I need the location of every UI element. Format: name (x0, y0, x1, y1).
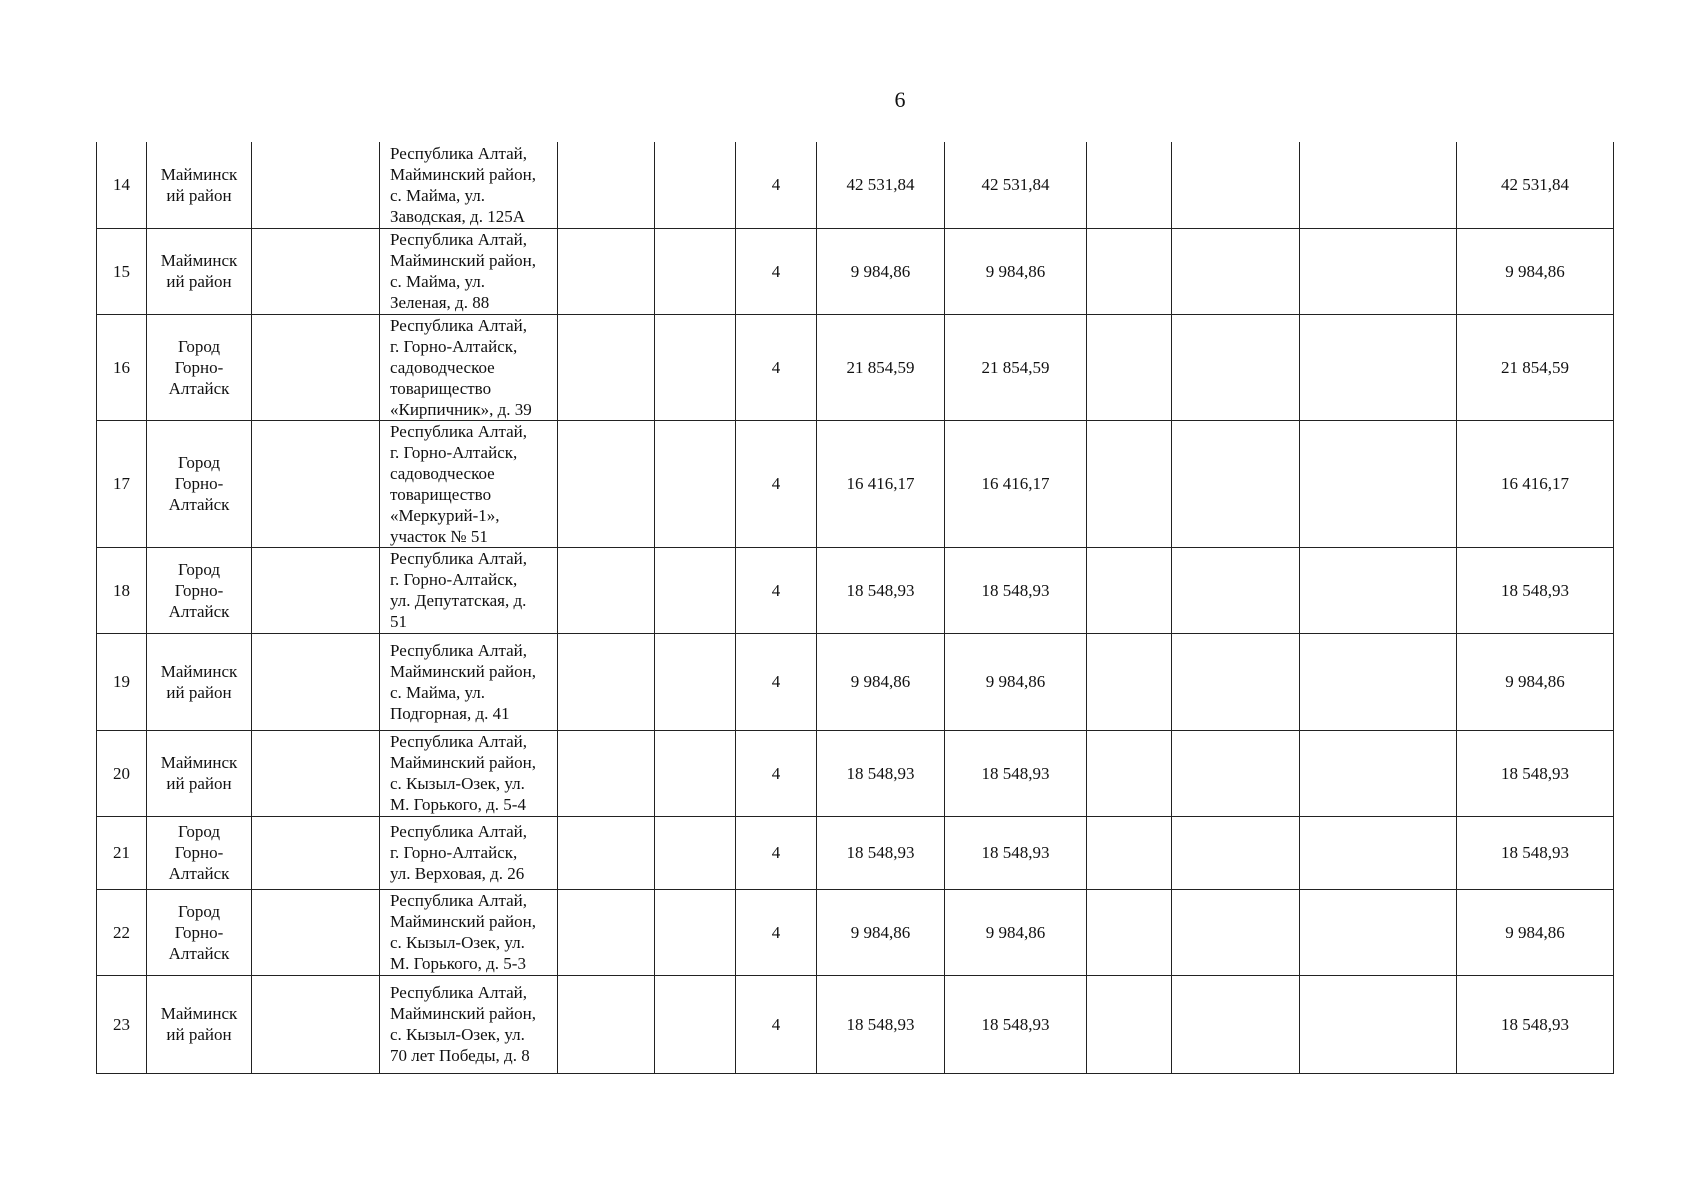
empty-cell (252, 816, 380, 889)
district-line: Майминск (160, 661, 238, 681)
address-cell (380, 228, 558, 314)
empty-cell (655, 547, 736, 633)
address-line: Республика Алтай, (390, 983, 528, 1002)
address-line: г. Горно-Алтайск, (390, 570, 518, 589)
district-line: Алтайск (168, 943, 230, 963)
district-cell (147, 314, 252, 420)
quantity-cell: 4 (736, 228, 817, 314)
address-line: Подгорная, д. 41 (390, 703, 510, 723)
empty-cell (558, 420, 655, 547)
table-row (97, 816, 1614, 889)
district-cell (147, 730, 252, 816)
row-number: 20 (97, 730, 147, 816)
total-cell: 18 548,93 (1457, 730, 1614, 816)
district-line: Город (178, 901, 220, 921)
district-line: Алтайск (168, 864, 230, 883)
empty-cell (1087, 975, 1172, 1073)
amount-cell: 9 984,86 (945, 228, 1087, 314)
amount-cell: 18 548,93 (817, 730, 945, 816)
row-number: 22 (97, 889, 147, 975)
address-line: г. Горно-Алтайск, (390, 336, 518, 356)
empty-cell (1087, 420, 1172, 547)
table-row (97, 730, 1614, 816)
empty-cell (252, 142, 380, 228)
address-line: Республика Алтай, (390, 822, 528, 841)
table-row (97, 547, 1614, 633)
address-line: Республика Алтай, (390, 891, 528, 910)
district-cell (147, 420, 252, 547)
empty-cell (1172, 975, 1300, 1073)
address-line: товарищество (390, 484, 492, 504)
quantity-cell: 4 (736, 889, 817, 975)
address-line: М. Горького, д. 5-3 (390, 954, 526, 973)
table-row (97, 975, 1614, 1073)
address-line: Майминский район, (390, 251, 536, 270)
address-line: Республика Алтай, (390, 315, 528, 335)
address-line: Майминский район, (390, 661, 536, 681)
empty-cell (1087, 730, 1172, 816)
empty-cell (1172, 228, 1300, 314)
address-line: товарищество (390, 378, 492, 398)
district-line: Майминск (160, 753, 238, 772)
row-number: 15 (97, 228, 147, 314)
empty-cell (655, 975, 736, 1073)
table-row (97, 633, 1614, 730)
empty-cell (655, 889, 736, 975)
empty-cell (558, 228, 655, 314)
address-line: Республика Алтай, (390, 732, 528, 751)
empty-cell (558, 889, 655, 975)
empty-cell (655, 228, 736, 314)
quantity-cell: 4 (736, 975, 817, 1073)
amount-cell: 9 984,86 (817, 228, 945, 314)
total-cell: 16 416,17 (1457, 420, 1614, 547)
address-cell (380, 420, 558, 547)
table-row (97, 228, 1614, 314)
address-line: Заводская, д. 125А (390, 206, 525, 226)
row-number: 16 (97, 314, 147, 420)
empty-cell (1300, 730, 1457, 816)
address-line: Майминский район, (390, 164, 536, 184)
row-number: 17 (97, 420, 147, 547)
amount-cell: 18 548,93 (817, 547, 945, 633)
empty-cell (1300, 314, 1457, 420)
row-number: 19 (97, 633, 147, 730)
address-line: садоводческое (390, 463, 495, 483)
empty-cell (1172, 889, 1300, 975)
district-line: ий район (166, 185, 232, 205)
empty-cell (1172, 633, 1300, 730)
district-cell (147, 816, 252, 889)
address-line: Республика Алтай, (390, 421, 528, 441)
address-line: с. Майма, ул. (390, 272, 485, 291)
empty-cell (1172, 816, 1300, 889)
empty-cell (1172, 314, 1300, 420)
empty-cell (1300, 633, 1457, 730)
empty-cell (1087, 889, 1172, 975)
address-line: Республика Алтай, (390, 549, 528, 568)
address-line: 70 лет Победы, д. 8 (390, 1046, 530, 1065)
quantity-cell: 4 (736, 816, 817, 889)
total-cell: 9 984,86 (1457, 633, 1614, 730)
quantity-cell: 4 (736, 730, 817, 816)
district-cell (147, 228, 252, 314)
district-cell (147, 142, 252, 228)
amount-cell: 9 984,86 (945, 889, 1087, 975)
address-cell (380, 975, 558, 1073)
empty-cell (655, 420, 736, 547)
empty-cell (252, 228, 380, 314)
district-line: Город (178, 559, 220, 579)
address-line: Майминский район, (390, 1004, 536, 1023)
amount-cell: 9 984,86 (945, 633, 1087, 730)
address-line: с. Кызыл-Озек, ул. (390, 774, 525, 793)
address-line: ул. Депутатская, д. (390, 591, 527, 610)
address-cell (380, 889, 558, 975)
empty-cell (655, 142, 736, 228)
district-line: Город (178, 453, 220, 472)
table-row (97, 142, 1614, 228)
address-line: Республика Алтай, (390, 230, 528, 249)
quantity-cell: 4 (736, 420, 817, 547)
amount-cell: 18 548,93 (945, 975, 1087, 1073)
empty-cell (558, 633, 655, 730)
quantity-cell: 4 (736, 142, 817, 228)
address-cell (380, 314, 558, 420)
district-line: ий район (166, 774, 232, 793)
empty-cell (1172, 730, 1300, 816)
address-line: Майминский район, (390, 912, 536, 931)
empty-cell (1300, 889, 1457, 975)
empty-cell (1300, 228, 1457, 314)
address-cell (380, 816, 558, 889)
table-row (97, 420, 1614, 547)
row-number: 18 (97, 547, 147, 633)
empty-cell (252, 633, 380, 730)
amount-cell: 18 548,93 (945, 816, 1087, 889)
amount-cell: 42 531,84 (817, 142, 945, 228)
empty-cell (1087, 547, 1172, 633)
empty-cell (655, 730, 736, 816)
address-line: участок № 51 (390, 526, 488, 546)
empty-cell (558, 314, 655, 420)
address-line: 51 (390, 612, 407, 631)
district-line: Алтайск (168, 495, 230, 514)
quantity-cell: 4 (736, 314, 817, 420)
total-cell: 18 548,93 (1457, 816, 1614, 889)
address-line: с. Майма, ул. (390, 185, 485, 205)
empty-cell (1300, 420, 1457, 547)
district-line: Горно- (174, 357, 224, 377)
address-cell (380, 142, 558, 228)
address-line: с. Майма, ул. (390, 682, 485, 702)
empty-cell (1172, 142, 1300, 228)
empty-cell (1300, 547, 1457, 633)
district-line: Алтайск (168, 378, 230, 398)
amount-cell: 18 548,93 (817, 975, 945, 1073)
district-line: Алтайск (168, 601, 230, 621)
address-line: ул. Верховая, д. 26 (390, 864, 525, 883)
amount-cell: 18 548,93 (945, 547, 1087, 633)
empty-cell (1087, 142, 1172, 228)
empty-cell (558, 975, 655, 1073)
district-cell (147, 975, 252, 1073)
total-cell: 21 854,59 (1457, 314, 1614, 420)
district-line: Горно- (174, 843, 224, 862)
district-cell (147, 633, 252, 730)
address-line: Республика Алтай, (390, 640, 528, 660)
address-cell (380, 633, 558, 730)
amount-cell: 21 854,59 (945, 314, 1087, 420)
district-line: Майминск (160, 251, 238, 270)
district-line: Горно- (174, 922, 224, 942)
empty-cell (1172, 420, 1300, 547)
address-line: Майминский район, (390, 753, 536, 772)
total-cell: 9 984,86 (1457, 228, 1614, 314)
address-line: садоводческое (390, 357, 495, 377)
address-line: с. Кызыл-Озек, ул. (390, 1025, 525, 1044)
empty-cell (252, 547, 380, 633)
empty-cell (1300, 816, 1457, 889)
table-row (97, 314, 1614, 420)
amount-cell: 9 984,86 (817, 633, 945, 730)
district-line: ий район (166, 682, 232, 702)
address-cell (380, 730, 558, 816)
total-cell: 18 548,93 (1457, 975, 1614, 1073)
empty-cell (252, 975, 380, 1073)
amount-cell: 9 984,86 (817, 889, 945, 975)
amount-cell: 16 416,17 (945, 420, 1087, 547)
address-line: «Меркурий-1», (390, 505, 500, 525)
empty-cell (655, 816, 736, 889)
empty-cell (1087, 228, 1172, 314)
empty-cell (252, 730, 380, 816)
empty-cell (1172, 547, 1300, 633)
empty-cell (655, 633, 736, 730)
address-line: М. Горького, д. 5-4 (390, 795, 526, 814)
total-cell: 9 984,86 (1457, 889, 1614, 975)
row-number: 23 (97, 975, 147, 1073)
district-cell (147, 889, 252, 975)
page-number: 6 (894, 87, 906, 112)
empty-cell (558, 816, 655, 889)
empty-cell (655, 314, 736, 420)
total-cell: 18 548,93 (1457, 547, 1614, 633)
empty-cell (1300, 975, 1457, 1073)
empty-cell (1300, 142, 1457, 228)
amount-cell: 42 531,84 (945, 142, 1087, 228)
district-line: ий район (166, 1025, 232, 1044)
district-line: Горно- (174, 474, 224, 493)
address-line: г. Горно-Алтайск, (390, 843, 518, 862)
empty-cell (1087, 314, 1172, 420)
district-line: Горно- (174, 580, 224, 600)
quantity-cell: 4 (736, 547, 817, 633)
table-body (97, 142, 1614, 1073)
address-line: Зеленая, д. 88 (390, 293, 490, 312)
address-line: г. Горно-Алтайск, (390, 442, 518, 462)
empty-cell (558, 547, 655, 633)
empty-cell (1087, 633, 1172, 730)
district-line: Майминск (160, 164, 238, 184)
district-line: Город (178, 336, 220, 356)
district-line: Город (178, 822, 220, 841)
quantity-cell: 4 (736, 633, 817, 730)
address-line: с. Кызыл-Озек, ул. (390, 933, 525, 952)
table-row (97, 889, 1614, 975)
empty-cell (252, 889, 380, 975)
address-line: «Кирпичник», д. 39 (390, 399, 532, 419)
empty-cell (1087, 816, 1172, 889)
amount-cell: 18 548,93 (817, 816, 945, 889)
district-line: Майминск (160, 1004, 238, 1023)
row-number: 21 (97, 816, 147, 889)
empty-cell (252, 314, 380, 420)
row-number: 14 (97, 142, 147, 228)
empty-cell (252, 420, 380, 547)
district-cell (147, 547, 252, 633)
register-table (96, 142, 1614, 1074)
empty-cell (558, 730, 655, 816)
address-line: Республика Алтай, (390, 143, 528, 163)
address-cell (380, 547, 558, 633)
amount-cell: 16 416,17 (817, 420, 945, 547)
district-line: ий район (166, 272, 232, 291)
total-cell: 42 531,84 (1457, 142, 1614, 228)
amount-cell: 21 854,59 (817, 314, 945, 420)
empty-cell (558, 142, 655, 228)
amount-cell: 18 548,93 (945, 730, 1087, 816)
